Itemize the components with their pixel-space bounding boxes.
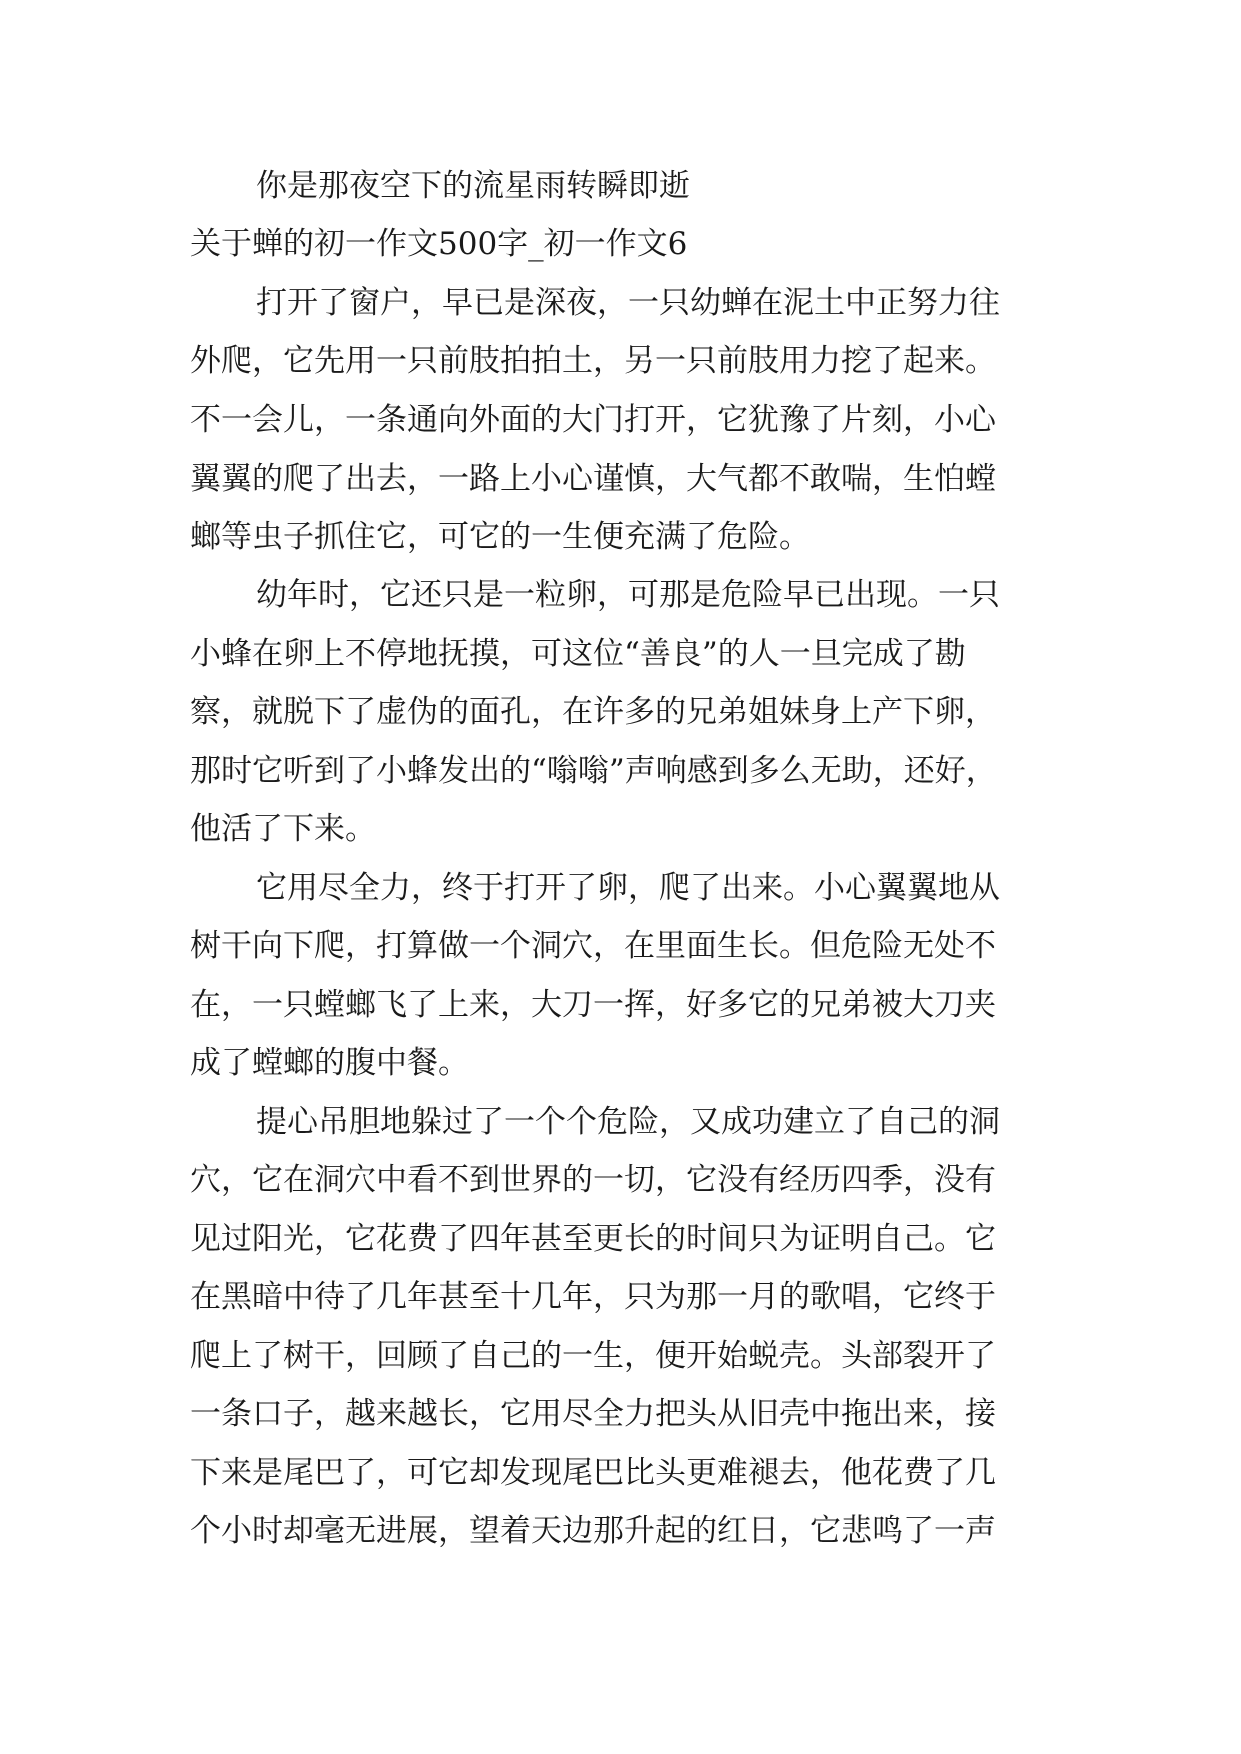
text-line: 在黑暗中待了几年甚至十几年，只为那一月的歌唱，它终于: [190, 1279, 996, 1315]
text-line: 个小时却毫无进展，望着天边那升起的红日，它悲鸣了一声: [190, 1513, 996, 1549]
text-line: 幼年时，它还只是一粒卵，可那是危险早已出现。一只: [256, 577, 1000, 613]
text-line: 下来是尾巴了，可它却发现尾巴比头更难褪去，他花费了几: [190, 1455, 996, 1491]
text-line: 察，就脱下了虚伪的面孔，在许多的兄弟姐妹身上产下卵，: [190, 694, 996, 730]
text-line: 翼翼的爬了出去，一路上小心谨慎，大气都不敢喘，生怕螳: [190, 461, 996, 497]
text-line: 树干向下爬，打算做一个洞穴，在里面生长。但危险无处不: [190, 928, 996, 964]
text-line: 不一会儿，一条通向外面的大门打开，它犹豫了片刻，小心: [190, 402, 996, 438]
text-line: 打开了窗户，早已是深夜，一只幼蝉在泥土中正努力往: [256, 285, 1000, 321]
text-line: 它用尽全力，终于打开了卵，爬了出来。小心翼翼地从: [256, 870, 1000, 906]
section-title: 关于蝉的初一作文500字_初一作文6: [190, 226, 688, 262]
text-line: 提心吊胆地躲过了一个个危险，又成功建立了自己的洞: [256, 1104, 1000, 1140]
text-line: 一条口子，越来越长，它用尽全力把头从旧壳中拖出来，接: [190, 1396, 996, 1432]
text-line: 他活了下来。: [190, 811, 376, 847]
text-line: 成了螳螂的腹中餐。: [190, 1045, 469, 1081]
text-line: 外爬，它先用一只前肢拍拍土，另一只前肢用力挖了起来。: [190, 343, 996, 379]
text-line: 那时它听到了小蜂发出的“嗡嗡”声响感到多么无助，还好，: [190, 753, 997, 789]
text-line: 见过阳光，它花费了四年甚至更长的时间只为证明自己。它: [190, 1221, 996, 1257]
text-line: 在，一只螳螂飞了上来，大刀一挥，好多它的兄弟被大刀夹: [190, 987, 996, 1023]
text-line: 你是那夜空下的流星雨转瞬即逝: [256, 168, 690, 204]
text-line: 螂等虫子抓住它，可它的一生便充满了危险。: [190, 519, 810, 555]
text-line: 小蜂在卵上不停地抚摸，可这位“善良”的人一旦完成了勘: [190, 636, 966, 672]
text-line: 穴，它在洞穴中看不到世界的一切，它没有经历四季，没有: [190, 1162, 996, 1198]
text-line: 爬上了树干，回顾了自己的一生，便开始蜕壳。头部裂开了: [190, 1338, 996, 1374]
